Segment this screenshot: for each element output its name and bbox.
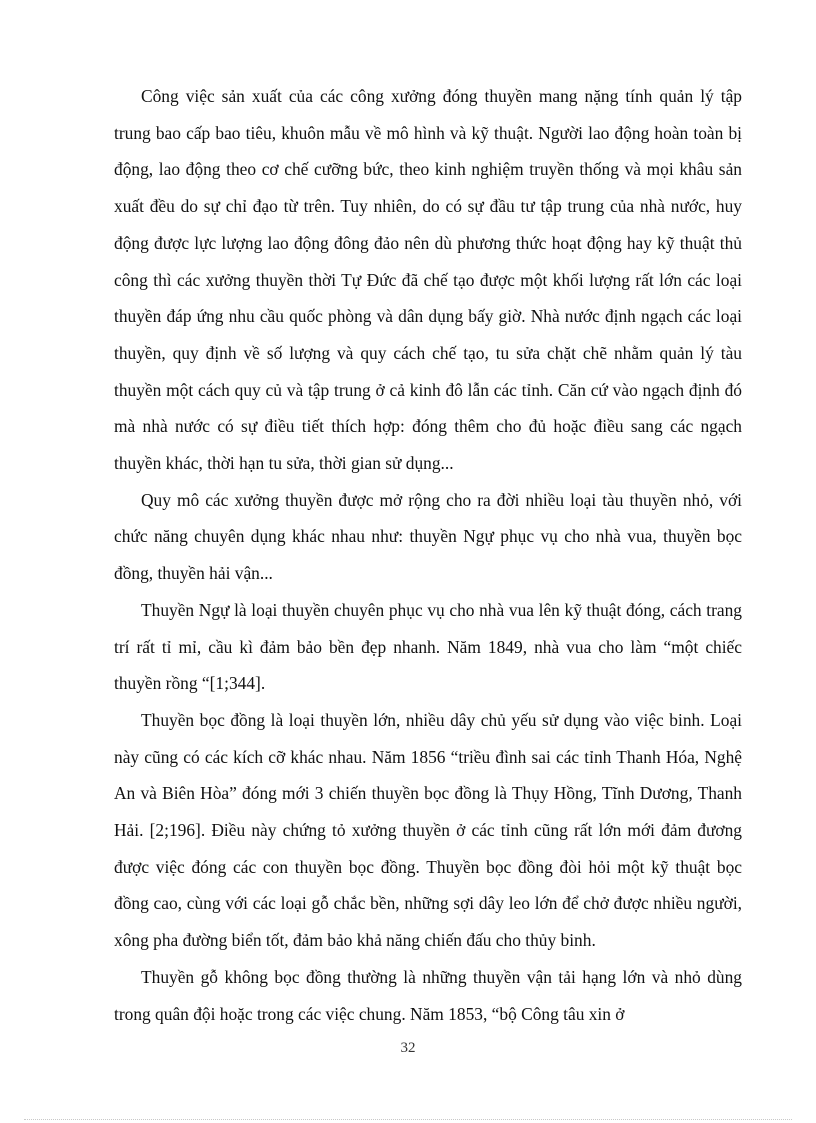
paragraph-5: Thuyền gỗ không bọc đồng thường là những thuyền vận tải hạng lớn và nhỏ dùng trong quân đội hoặc trong các việc chung. Năm 1853, “bộ Công tâu xin ở [114, 966, 742, 1024]
page-bottom-divider [24, 1119, 792, 1120]
page-number: 32 [400, 1040, 416, 1056]
paragraph-4: Thuyền bọc đồng là loại thuyền lớn, nhiều dây chủ yếu sử dụng vào việc binh. Loại này cũng có các kích cỡ khác nhau. Năm 1856 “triều đình sai các tỉnh Thanh Hóa, Nghệ An và Biên Hòa” đóng mới 3 chiến thuyền bọc đồng là Thụy Hồng, Tĩnh Dương, Thanh Hải. [2;196]. Điều này chứng tỏ xưởng thuyền ở các tỉnh cũng rất lớn mới đảm đương được việc đóng các con thuyền bọc đồng. Thuyền bọc đồng đòi hỏi một kỹ thuật bọc đồng cao, cùng với các loại gỗ chắc bền, những sợi dây leo lớn để chở được nhiều người, xông pha đường biển tốt, đảm bảo khả năng chiến đấu cho thủy binh. [114, 709, 742, 951]
paragraph-1: Công việc sản xuất của các công xưởng đóng thuyền mang nặng tính quản lý tập trung bao cấp bao tiêu, khuôn mẫu về mô hình và kỹ thuật. Người lao động hoàn toàn bị động, lao động theo cơ chế cưỡng bức, theo kinh nghiệm truyền thống và mọi khâu sản xuất đều do sự chỉ đạo từ trên. Tuy nhiên, do có sự đầu tư tập trung của nhà nước, huy động được lực lượng lao động đông đảo nên dù phương thức hoạt động hay kỹ thuật thủ công thì các xưởng thuyền thời Tự Đức đã chế tạo được một khối lượng rất lớn các loại thuyền đáp ứng nhu cầu quốc phòng và dân dụng bấy giờ. Nhà nước định ngạch các loại thuyền, quy định về số lượng và quy cách chế tạo, tu sửa chặt chẽ nhằm quản lý tàu thuyền một cách quy củ và tập trung ở cả kinh đô lẫn các tỉnh. Căn cứ vào ngạch định đó mà nhà nước có sự điều tiết thích hợp: đóng thêm cho đủ hoặc điều sang các ngạch thuyền khác, thời hạn tu sửa, thời gian sử dụng... [114, 86, 742, 474]
body-text [114, 78, 742, 1032]
paragraph-2: Quy mô các xưởng thuyền được mở rộng cho ra đời nhiều loại tàu thuyền nhỏ, với chức năng chuyên dụng khác nhau như: thuyền Ngự phục vụ cho nhà vua, thuyền bọc đồng, thuyền hải vận... [114, 489, 742, 584]
paragraph-3: Thuyền Ngự là loại thuyền chuyên phục vụ cho nhà vua lên kỹ thuật đóng, cách trang trí rất tỉ mỉ, cầu kì đảm bảo bền đẹp nhanh. Năm 1849, nhà vua cho làm “một chiếc thuyền rồng “[1;344]. [114, 599, 742, 694]
